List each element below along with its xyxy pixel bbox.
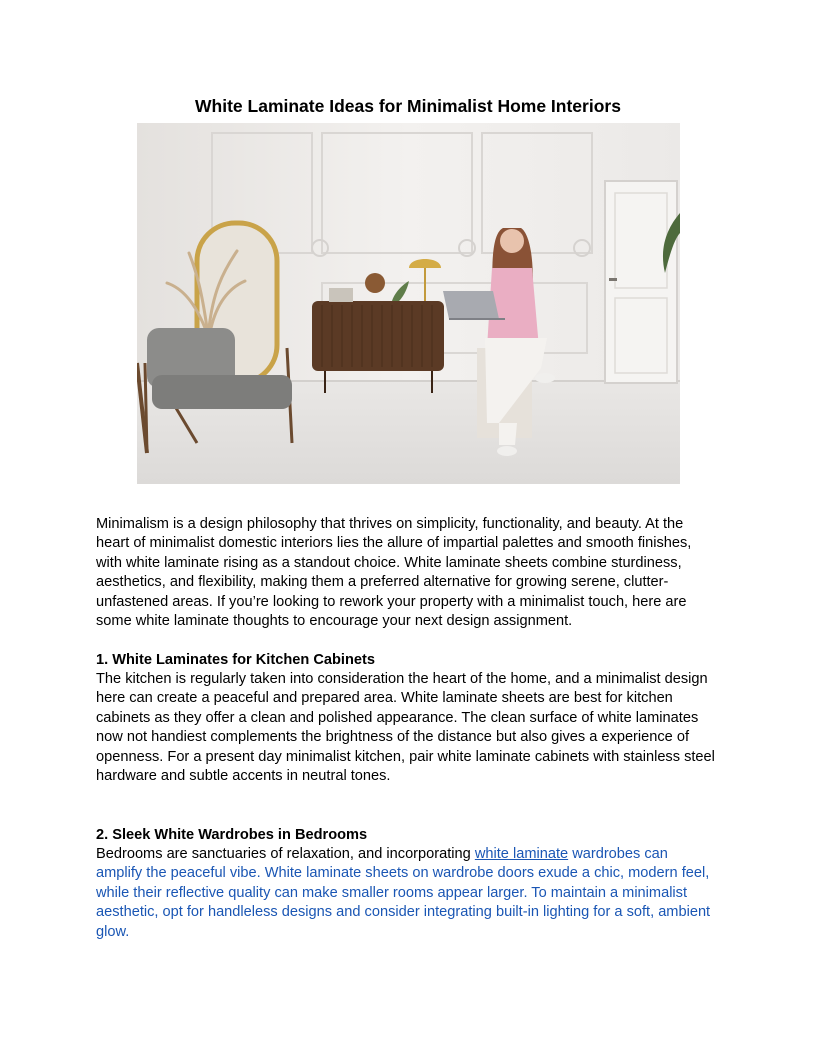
interior-photo: [137, 123, 680, 484]
section-body-kitchen: The kitchen is regularly taken into consideration the heart of the home, and a minimalist design here can create a peaceful and prepared area. White laminate sheets are best for kitchen cabinets as they offer a clean and polished appearance. The clean surface of white laminates now not handiest complements the brightness of the distance but also gives a experience of openness. For a present day minimalist kitchen, pair white laminate cabinets with stainless steel hardware and subtle accents in neutral tones.: [96, 671, 715, 785]
section-heading-kitchen: 1. White Laminates for Kitchen Cabinets: [96, 652, 375, 668]
section-heading-wardrobes: 2. Sleek White Wardrobes in Bedrooms: [96, 827, 368, 843]
body-text: Bedrooms are sanctuaries of relaxation, and incorporating: [96, 846, 475, 862]
document-title: White Laminate Ideas for Minimalist Home Interiors: [195, 96, 621, 116]
body-text-continued: wardrobes can amplify the peaceful vibe. White laminate sheets on wardrobe doors exude a chic, modern feel, while their reflective quality can make smaller rooms appear larger. To maintain a minimalist aesthetic, opt for handleless designs and consider integrating built-in lighting for a soft, ambient glow.: [96, 846, 711, 940]
white-laminate-link[interactable]: white laminate: [474, 846, 569, 862]
section-body-wardrobes: [96, 845, 718, 942]
intro-paragraph: Minimalism is a design philosophy that thrives on simplicity, functionality, and beauty. At the heart of minimalist domestic interiors lies the allure of impartial palettes and smooth finishes, with white laminate rising as a standout choice. White laminate sheets combine sturdiness, aesthetics, and flexibility, making them a preferred alternative for growing serene, clutter-unfastened areas. If you’re looking to rework your property with a minimalist touch, here are some white laminate thoughts to encourage your next design assignment.: [96, 516, 692, 630]
